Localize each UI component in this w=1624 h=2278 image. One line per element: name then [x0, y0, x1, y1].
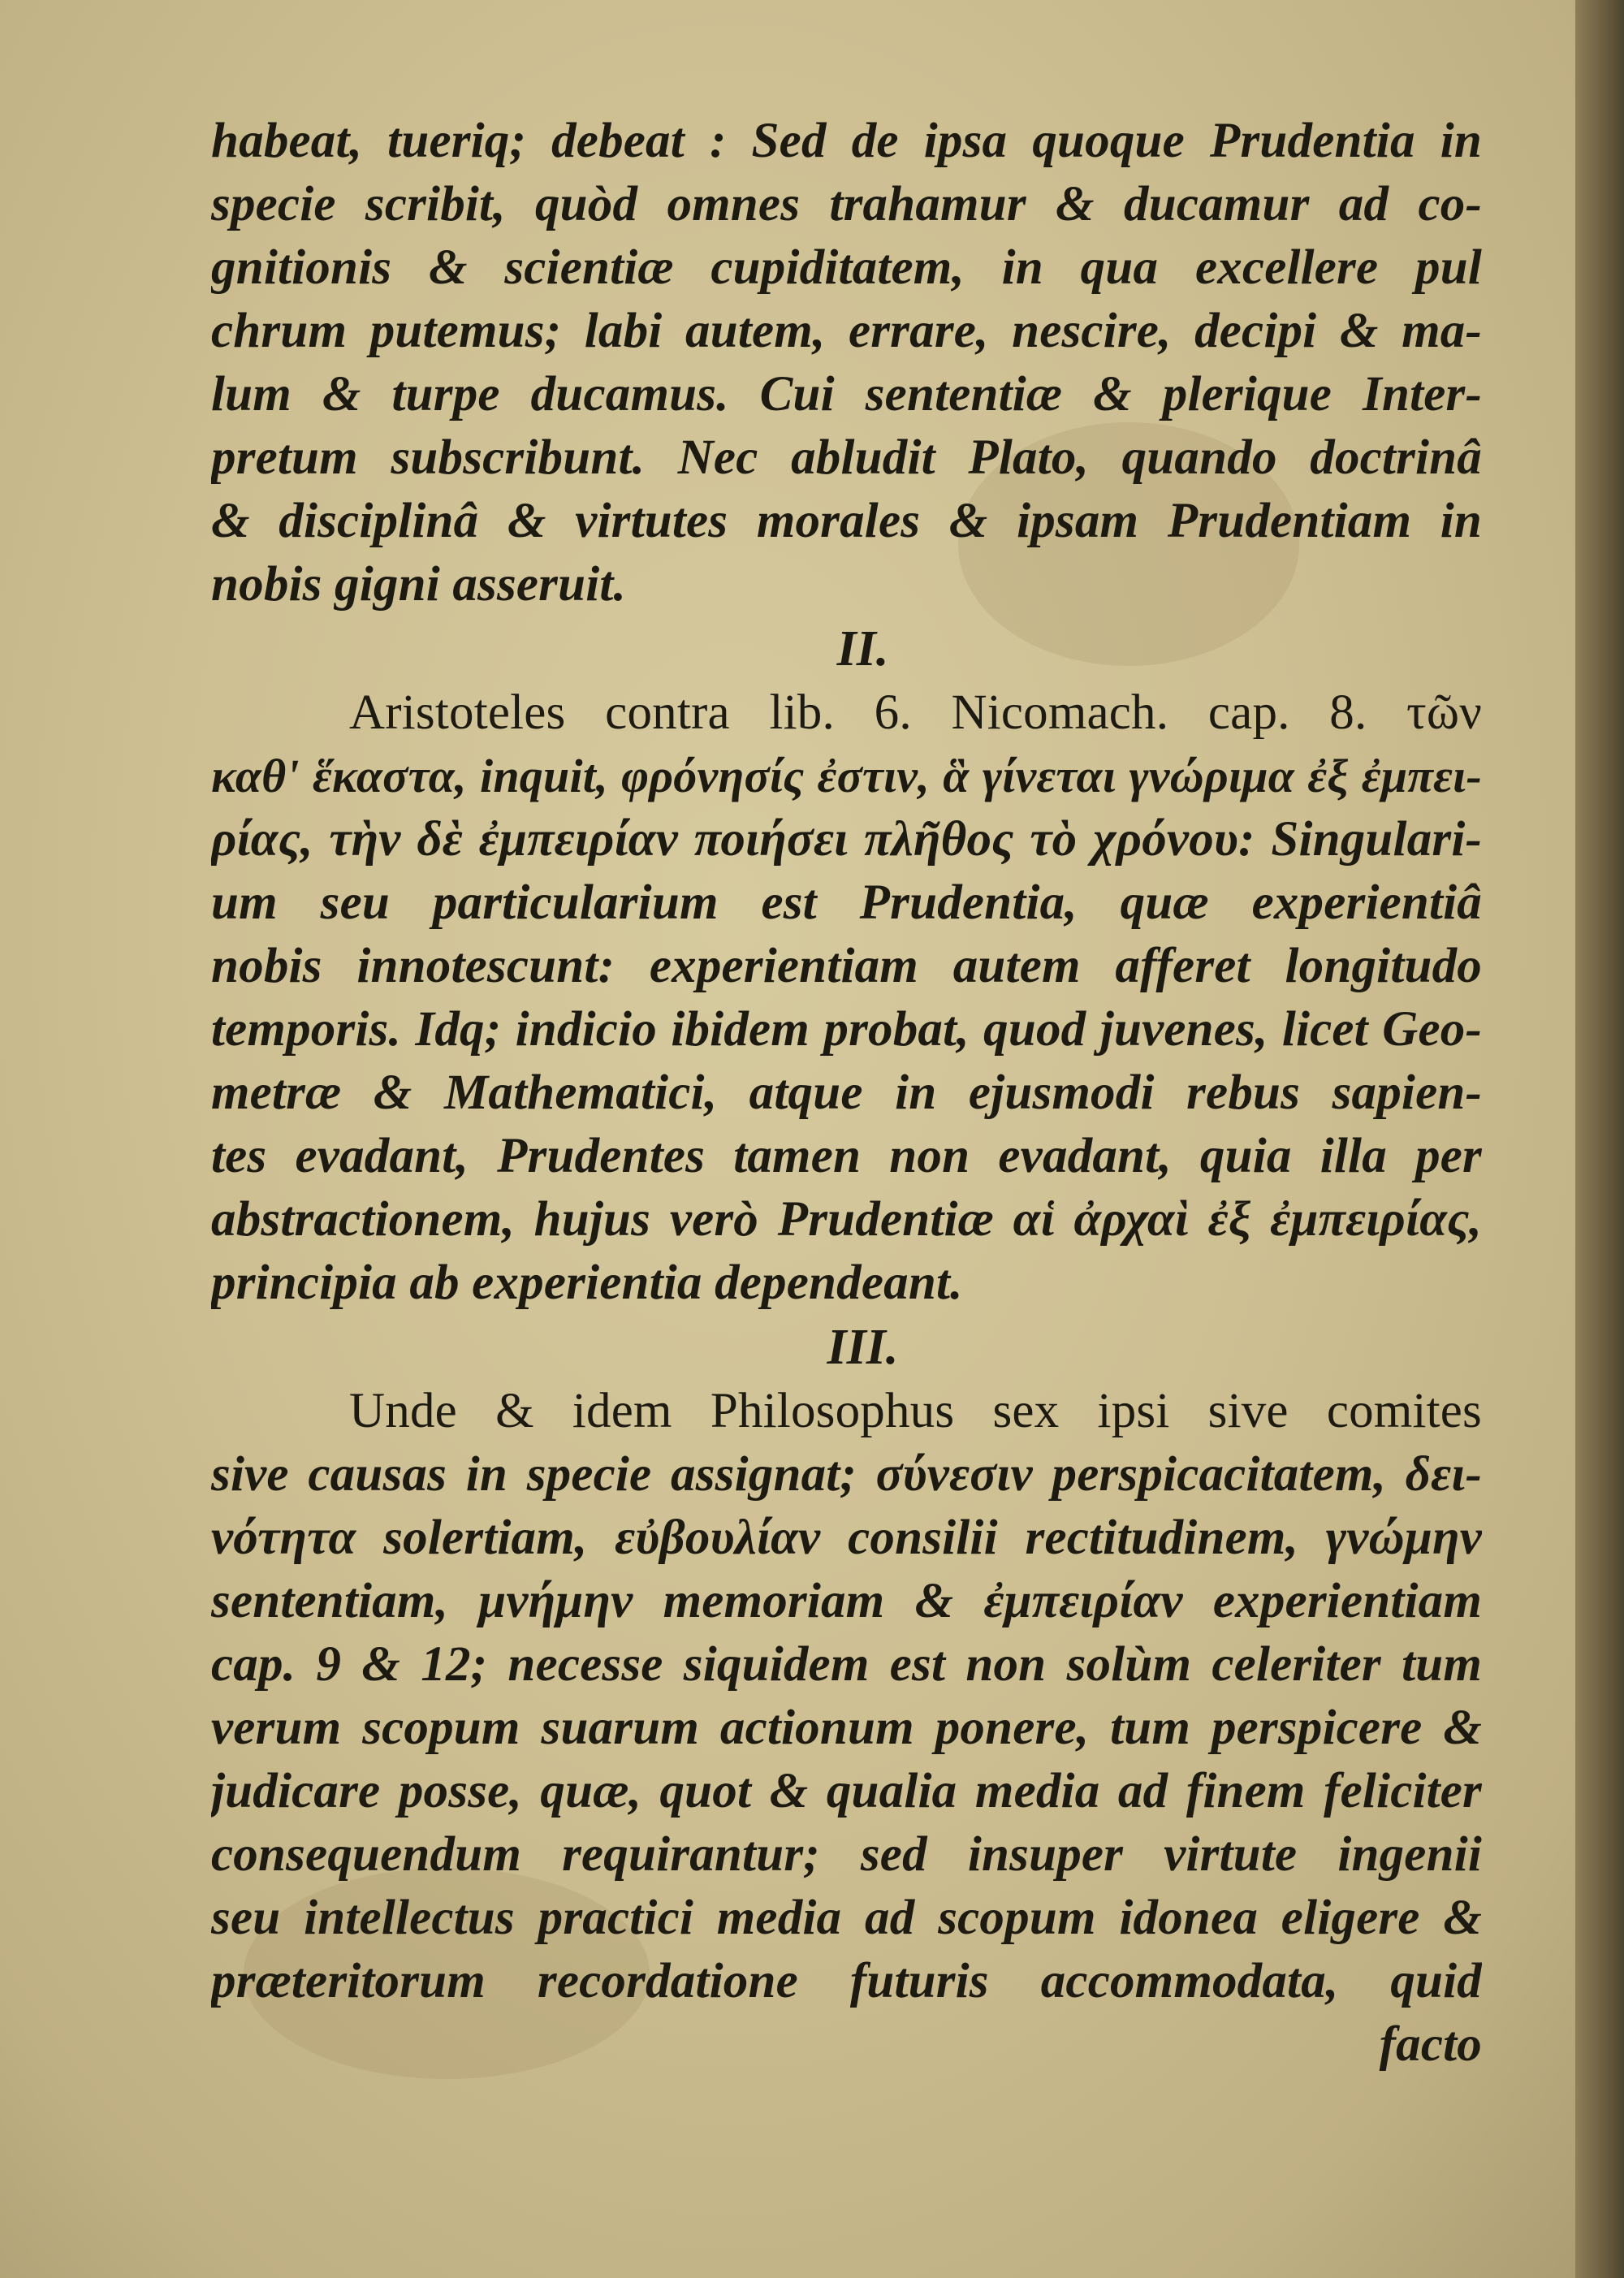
- text-line: habeat, tueriq; debeat : Sed de ipsa quoque Prudentia in: [211, 114, 1482, 168]
- page-gutter: [1575, 0, 1624, 2278]
- text-line: gnitionis & scientiæ cupiditatem, in qua excellere pul: [211, 240, 1482, 295]
- text-line: judicare posse, quæ, quot & qualia media ad finem feliciter: [211, 1764, 1482, 1818]
- text-line: um seu particularium est Prudentia, quæ experientiâ: [211, 875, 1482, 930]
- text-line: temporis. Idq; indicio ibidem probat, quod juvenes, licet Geo-: [211, 1002, 1482, 1057]
- paragraph: [211, 1380, 1482, 2013]
- text-line: νότητα solertiam, εὐβουλίαν consilii rectitudinem, γνώμην: [211, 1511, 1482, 1565]
- text-line: ρίας, τὴν δὲ ἐμπειρίαν ποιήσει πλῆθος τὸ χρόνου: Singulari-: [211, 812, 1482, 867]
- paragraph: [211, 110, 1482, 616]
- text-line: & disciplinâ & virtutes morales & ipsam Prudentiam in: [211, 494, 1482, 548]
- text-line: præteritorum recordatione futuris accommodata, quid: [211, 1954, 1482, 2008]
- text-line: principia ab experientia dependeant.: [211, 1256, 963, 1310]
- text-line: pretum subscribunt. Nec abludit Plato, quando doctrinâ: [211, 430, 1482, 485]
- catchword: facto: [1379, 2017, 1482, 2072]
- text-line: chrum putemus; labi autem, errare, nescire, decipi & ma-: [211, 304, 1482, 358]
- text-line: metræ & Mathematici, atque in ejusmodi rebus sapien-: [211, 1066, 1482, 1120]
- text-line: verum scopum suarum actionum ponere, tum perspicere &: [211, 1701, 1482, 1755]
- text-line: consequendum requirantur; sed insuper virtute ingenii: [211, 1827, 1482, 1882]
- paragraph: [211, 681, 1482, 1315]
- text-line: Unde & idem Philosophus sex ipsi sive comites: [349, 1384, 1482, 1438]
- text-line: καθ' ἕκαστα, inquit, φρόνησίς ἐστιν, ἃ γίνεται γνώριμα ἐξ ἐμπει-: [211, 750, 1482, 802]
- text-line: sententiam, μνήμην memoriam & ἐμπειρίαν experientiam: [211, 1574, 1482, 1628]
- text-line: sive causas in specie assignat; σύνεσιν perspicacitatem, δει-: [211, 1447, 1482, 1502]
- text-line: nobis gigni asseruit.: [211, 557, 626, 612]
- text-line: specie scribit, quòd omnes trahamur & ducamur ad co-: [211, 177, 1482, 231]
- text-line: cap. 9 & 12; necesse siquidem est non solùm celeriter tum: [211, 1637, 1482, 1692]
- text-line: seu intellectus practici media ad scopum idonea eligere &: [211, 1891, 1482, 1945]
- text-block: [211, 110, 1482, 2077]
- text-line: tes evadant, Prudentes tamen non evadant, quia illa per: [211, 1129, 1482, 1183]
- text-line: abstractionem, hujus verò Prudentiæ αἱ ἀρχαὶ ἐξ ἐμπειρίας,: [211, 1192, 1482, 1247]
- text-line: lum & turpe ducamus. Cui sententiæ & plerique Inter-: [211, 367, 1482, 421]
- section-heading: III.: [827, 1320, 899, 1375]
- text-line: Aristoteles contra lib. 6. Nicomach. cap. 8. τῶν: [349, 685, 1482, 740]
- section-heading: II.: [836, 621, 889, 676]
- text-line: nobis innotescunt: experientiam autem afferet longitudo: [211, 939, 1482, 993]
